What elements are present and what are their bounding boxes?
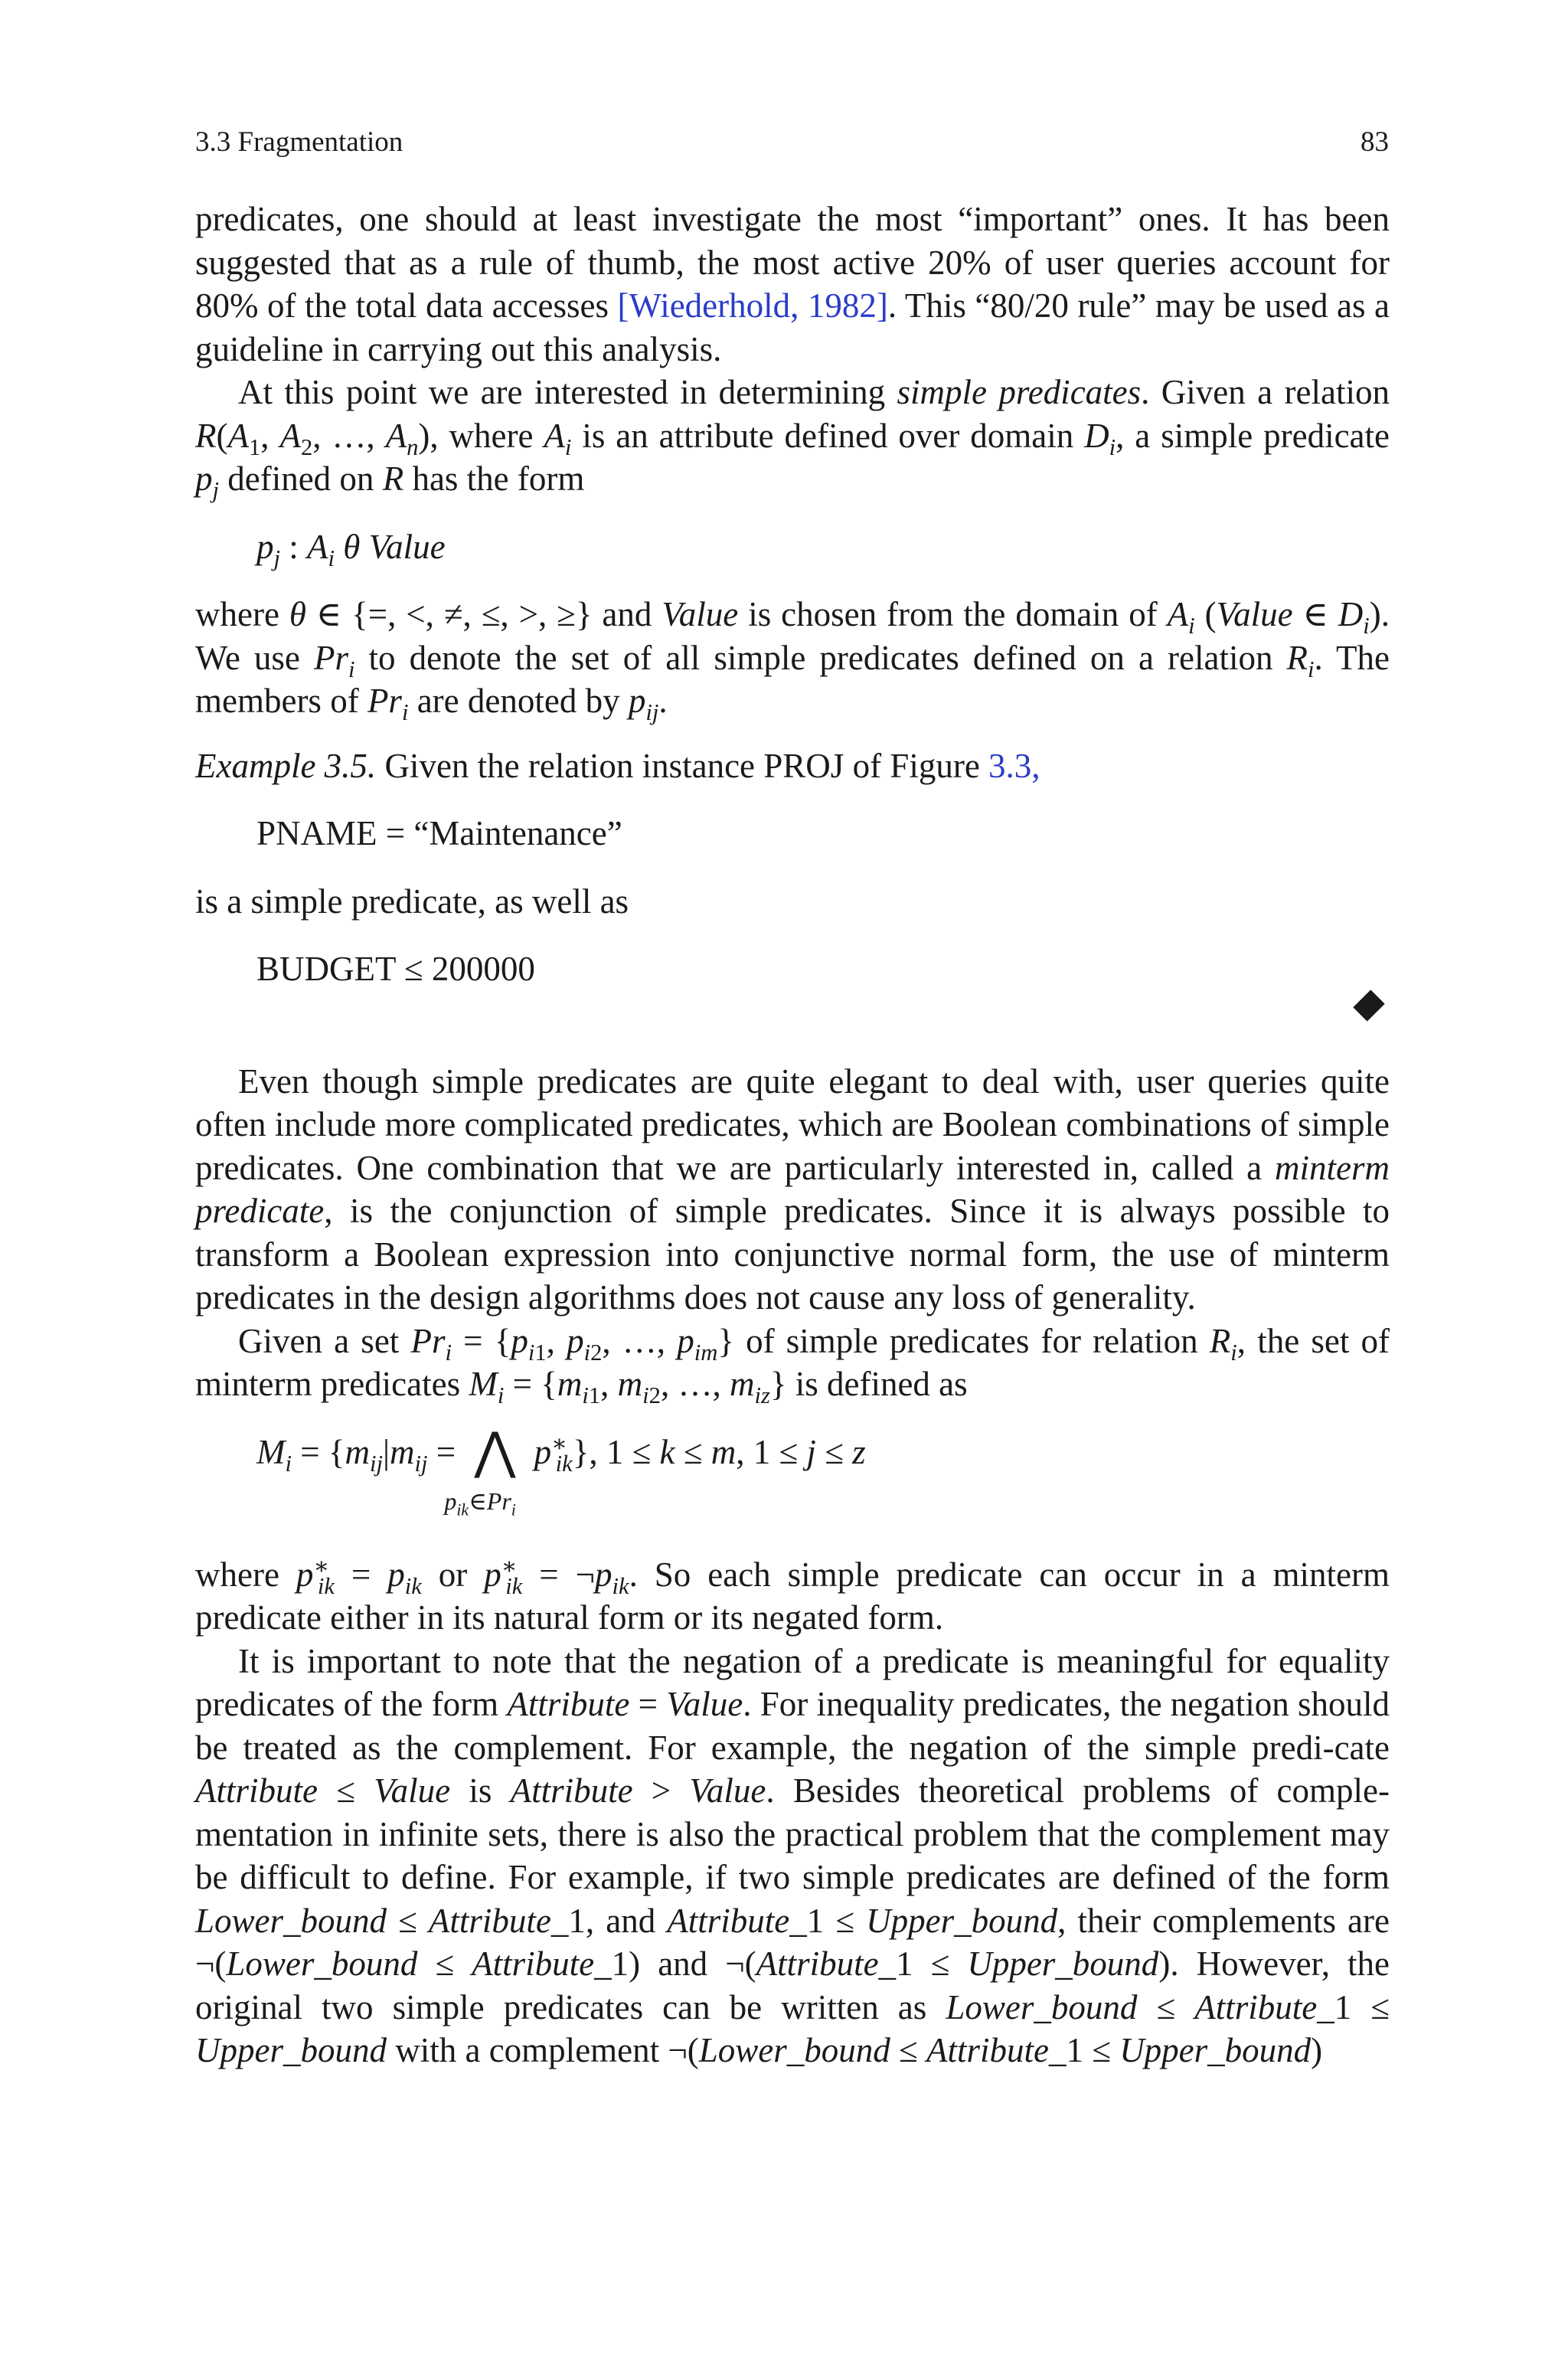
citation-wiederhold-1982[interactable]: [Wiederhold, 1982] (617, 286, 888, 325)
paragraph-3: where θ ∈ {=, <, ≠, ≤, >, ≥} and Value is chosen from the domain of $A_i$ (Value ∈ $D_i$). We use $Pr_i$ to denote the set of all simple predicates defined on a relation $R_i$. The members of $Pr_i$ are denoted by $p_{ij}$. (195, 595, 1390, 725)
figure-link-3-3[interactable]: 3.3, (988, 746, 1040, 785)
paragraph-2: At this point we are interested in determining simple predicates. Given a relation $R(A_1$, $A_2$, …, $A_n$), where $A_i$ is an attribute defined over domain $D_i$, a simple predicate $p_j$ defined on R has the form (195, 373, 1390, 503)
paragraph-5: Given a set $Pr_i = \{p_{i1}$, $p_{i2}$, …, $p_{im}$} of simple predicates for relation $R_i$, the set of minterm predicates $M_i = \{m_{i1}$, $m_{i2}$, …, $m_{iz}$} is defined as (195, 1321, 1390, 1408)
example-predicate-budget: BUDGET ≤ 200000 (256, 950, 535, 988)
paragraph-7: It is important to note that the negation of a predicate is meaningful for equality predicates of the form Attribute = Value. For inequality predicates, the negation should be treated as the complement. For example, the negation of the simple predi-cate Attribute ≤ Value is Attribute > Value. Besides theoretical problems of comple-mentation in infinite sets, there is also the practical problem that the complement may be difficult to define. For example, if two simple predicates are defined of the form Lower_bound ≤ Attribute_1, and Attribute_1 ≤ Upper_bound, their complements are ¬(Lower_bound ≤ Attribute_1) and ¬(Attribute_1 ≤ Upper_bound). However, the original two simple predicates can be written as Lower_bound ≤ Attribute_1 ≤ Upper_bound with a complement ¬(Lower_bound ≤ Attribute_1 ≤ Upper_bound) (195, 1641, 1390, 2069)
page-body (195, 198, 1390, 2072)
page-number: 83 (1361, 126, 1389, 158)
running-header-section: 3.3 Fragmentation (195, 126, 403, 158)
paragraph-4: Even though simple predicates are quite elegant to deal with, user queries quite often include more complicated predicates, which are Boolean combinations of simple predicates. One combination that we are particularly interested in, called a minterm predicate, is the conjunction of simple predicates. Since it is always possible to transform a Boolean expression into conjunctive normal form, the use of minterm predicates in the design algorithms does not cause any loss of generality. (195, 1061, 1390, 1317)
equation-simple-predicate: $p_j$ : $A_i$ θ Value (256, 527, 446, 571)
example-3-5: Example 3.5. Given the relation instance PROJ of Figure 3.3, (195, 746, 1040, 785)
paragraph-1: predicates, one should at least investigate the most “important” ones. It has been suggested that as a rule of thumb, the most active 20% of user queries account for 80% of the total data accesses [Wiederhold, 1982]. This “80/20 rule” may be used as a guideline in carrying out this analysis. (195, 200, 1390, 368)
example-predicate-pname: PNAME = “Maintenance” (256, 814, 622, 852)
diamond-icon (1353, 989, 1384, 1021)
end-of-example-marker (195, 991, 1390, 1039)
example-middle-text: is a simple predicate, as well as (195, 882, 629, 921)
equation-minterm: $M_i = \{m_{ij}|m_{ij}$ = ⋀ $p_{ik}\in Pr_i$ $p^∗_{ik}$}, 1 ≤ k ≤ m, 1 ≤ j ≤ z (256, 1423, 866, 1519)
paragraph-6: where $p^∗_{ik} = p_{ik}$ or $p^∗_{ik}$ = $\neg p_{ik}$. So each simple predicate can occur in a minterm predicate either in its natural form or its negated form. (195, 1552, 1390, 1637)
